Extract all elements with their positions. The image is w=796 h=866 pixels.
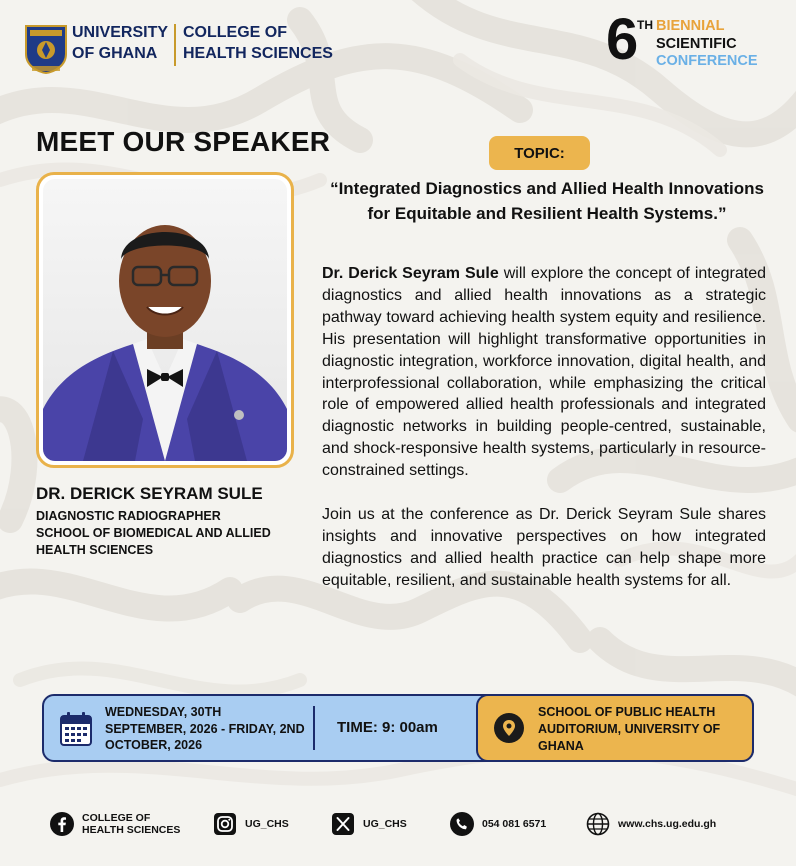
speaker-photo — [43, 179, 287, 461]
x-handle: UG_CHS — [363, 818, 407, 830]
college-name-line2: HEALTH SCIENCES — [183, 45, 333, 62]
event-date: WEDNESDAY, 30TH SEPTEMBER, 2026 - FRIDAY, 2ND OCTOBER, 2026 — [105, 705, 305, 752]
footer-instagram[interactable] — [213, 812, 289, 836]
speaker-role: DIAGNOSTIC RADIOGRAPHER — [36, 509, 221, 523]
topic-label-badge: TOPIC: — [489, 136, 590, 170]
university-name — [72, 22, 168, 64]
globe-icon — [586, 812, 610, 836]
event-time: TIME: 9: 00am — [337, 719, 438, 736]
college-name-line1: COLLEGE OF — [183, 24, 287, 41]
description-paragraph-2: Join us at the conference as Dr. Derick Seyram Sule shares insights and innovative perspectives on how integrated diagnostics and allied health practice can help shape more equitable, resilient, and sustainable health systems for all. — [322, 506, 766, 589]
facebook-label: COLLEGE OF HEALTH SCIENCES — [82, 812, 181, 836]
x-icon — [331, 812, 355, 836]
speaker-credentials — [36, 508, 306, 559]
description-speaker-name: Dr. Derick Seyram Sule — [322, 265, 499, 282]
calendar-icon — [60, 712, 92, 746]
conference-number: 6 — [606, 7, 639, 72]
info-divider — [313, 706, 315, 750]
footer-phone[interactable] — [450, 812, 546, 836]
facebook-icon — [50, 812, 74, 836]
conference-title-line1: BIENNIAL — [656, 18, 725, 34]
footer-x[interactable] — [331, 812, 407, 836]
conference-title — [656, 18, 758, 71]
event-venue: SCHOOL OF PUBLIC HEALTH AUDITORIUM, UNIVERSITY OF GHANA — [538, 705, 721, 753]
university-name-line2: OF GHANA — [72, 45, 158, 62]
speaker-department: SCHOOL OF BIOMEDICAL AND ALLIED HEALTH SCIENCES — [36, 526, 271, 557]
college-name — [183, 22, 333, 64]
conference-number-suffix: TH — [637, 18, 653, 32]
description-paragraph-1 — [322, 263, 766, 482]
location-pin-icon — [494, 713, 524, 743]
conference-title-line3: CONFERENCE — [656, 53, 758, 69]
talk-description — [322, 263, 766, 592]
website-url: www.chs.ug.edu.gh — [618, 818, 717, 830]
speaker-name: DR. DERICK SEYRAM SULE — [36, 484, 263, 503]
university-crest-logo — [24, 24, 68, 74]
footer-website[interactable] — [586, 812, 716, 836]
instagram-handle: UG_CHS — [245, 818, 289, 830]
speaker-photo-frame — [36, 172, 294, 468]
footer-facebook[interactable] — [50, 812, 180, 836]
topic-title: “Integrated Diagnostics and Allied Health Innovations for Equitable and Resilient Health Systems.” — [330, 179, 764, 223]
description-paragraph-1-text: will explore the concept of integrated diagnostics and allied health innovations as a strategic pathway toward achieving health system equity and resilience. His presentation will highlight transformative opportunities in diagnostic integration, workforce innovation, digital health, and interprofessional collaboration, while emphasizing the critical role of empowered allied health professionals and integrated diagnostic networks in building people-centred, sustainable, and shock-responsive health systems, particularly in resource-constrained settings. — [322, 265, 767, 480]
instagram-icon — [213, 812, 237, 836]
phone-icon — [450, 812, 474, 836]
section-title: MEET OUR SPEAKER — [36, 126, 331, 157]
header-divider — [174, 24, 176, 66]
phone-number: 054 081 6571 — [482, 818, 547, 830]
conference-title-line2: SCIENTIFIC — [656, 35, 737, 52]
university-name-line1: UNIVERSITY — [72, 24, 169, 41]
